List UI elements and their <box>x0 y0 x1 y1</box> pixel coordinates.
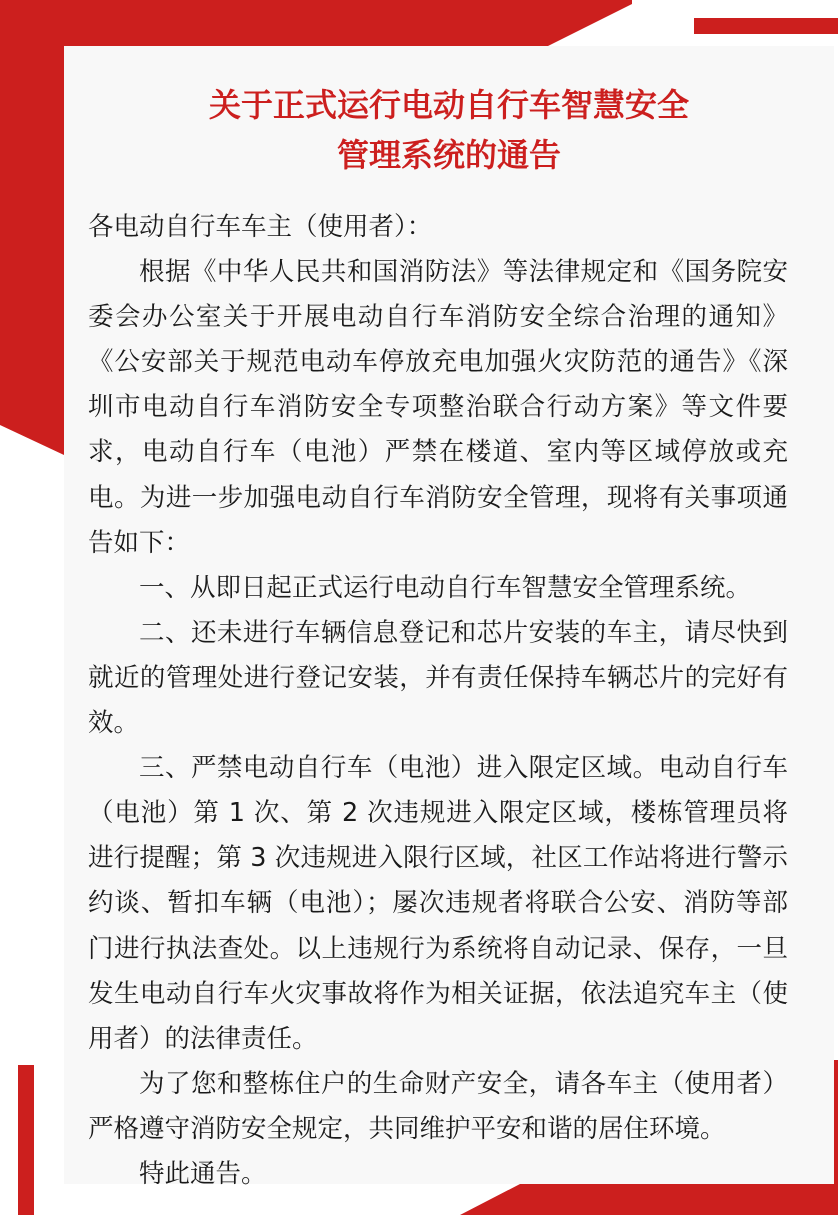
left-red-band <box>0 0 64 455</box>
paragraph-closing: 为了您和整栋住户的生命财产安全，请各车主（使用者）严格遵守消防安全规定，共同维护平安和谐的居住环境。 <box>88 1068 788 1144</box>
notice-body <box>88 205 788 1197</box>
left-lower-red-strip <box>18 1065 34 1215</box>
paragraph-intro: 根据《中华人民共和国消防法》等法律规定和《国务院安委会办公室关于开展电动自行车消防安全综合治理的通知》《公安部关于规范电动车停放充电加强火灾防范的通告》《深圳市电动自行车消防安全专项整治联合行动方案》等文件要求，电动自行车（电池）严禁在楼道、室内等区域停放或充电。为进一步加强电动自行车消防安全管理，现将有关事项通告如下： <box>88 257 788 558</box>
top-right-red-strip <box>694 18 838 34</box>
paragraph-signoff: 特此通告。 <box>139 1158 267 1189</box>
salutation: 各电动自行车车主（使用者）： <box>88 212 433 242</box>
paragraph-item-2: 二、还未进行车辆信息登记和芯片安装的车主，请尽快到就近的管理处进行登记安装，并有责任保持车辆芯片的完好有效。 <box>88 617 788 739</box>
paragraph-item-1: 一、从即日起正式运行电动自行车智慧安全管理系统。 <box>139 572 752 603</box>
title-line-2: 管理系统的通告 <box>336 136 561 174</box>
top-red-band <box>0 0 632 46</box>
title-line-1: 关于正式运行电动自行车智慧安全 <box>208 86 689 124</box>
paragraph-item-3: 三、严禁电动自行车（电池）进入限定区域。电动自行车（电池）第 1 次、第 2 次违规进入限定区域，楼栋管理员将进行提醒；第 3 次违规进入限行区域，社区工作站将进行警示约谈、暂扣车辆（电池）；屡次违规者将联合公安、消防等部门进行执法查处。以上违规行为系统将自动记录、保存，一旦发生电动自行车火灾事故将作为相关证据，依法追究车主（使用者）的法律责任。 <box>88 753 788 1054</box>
notice-title <box>64 80 834 180</box>
